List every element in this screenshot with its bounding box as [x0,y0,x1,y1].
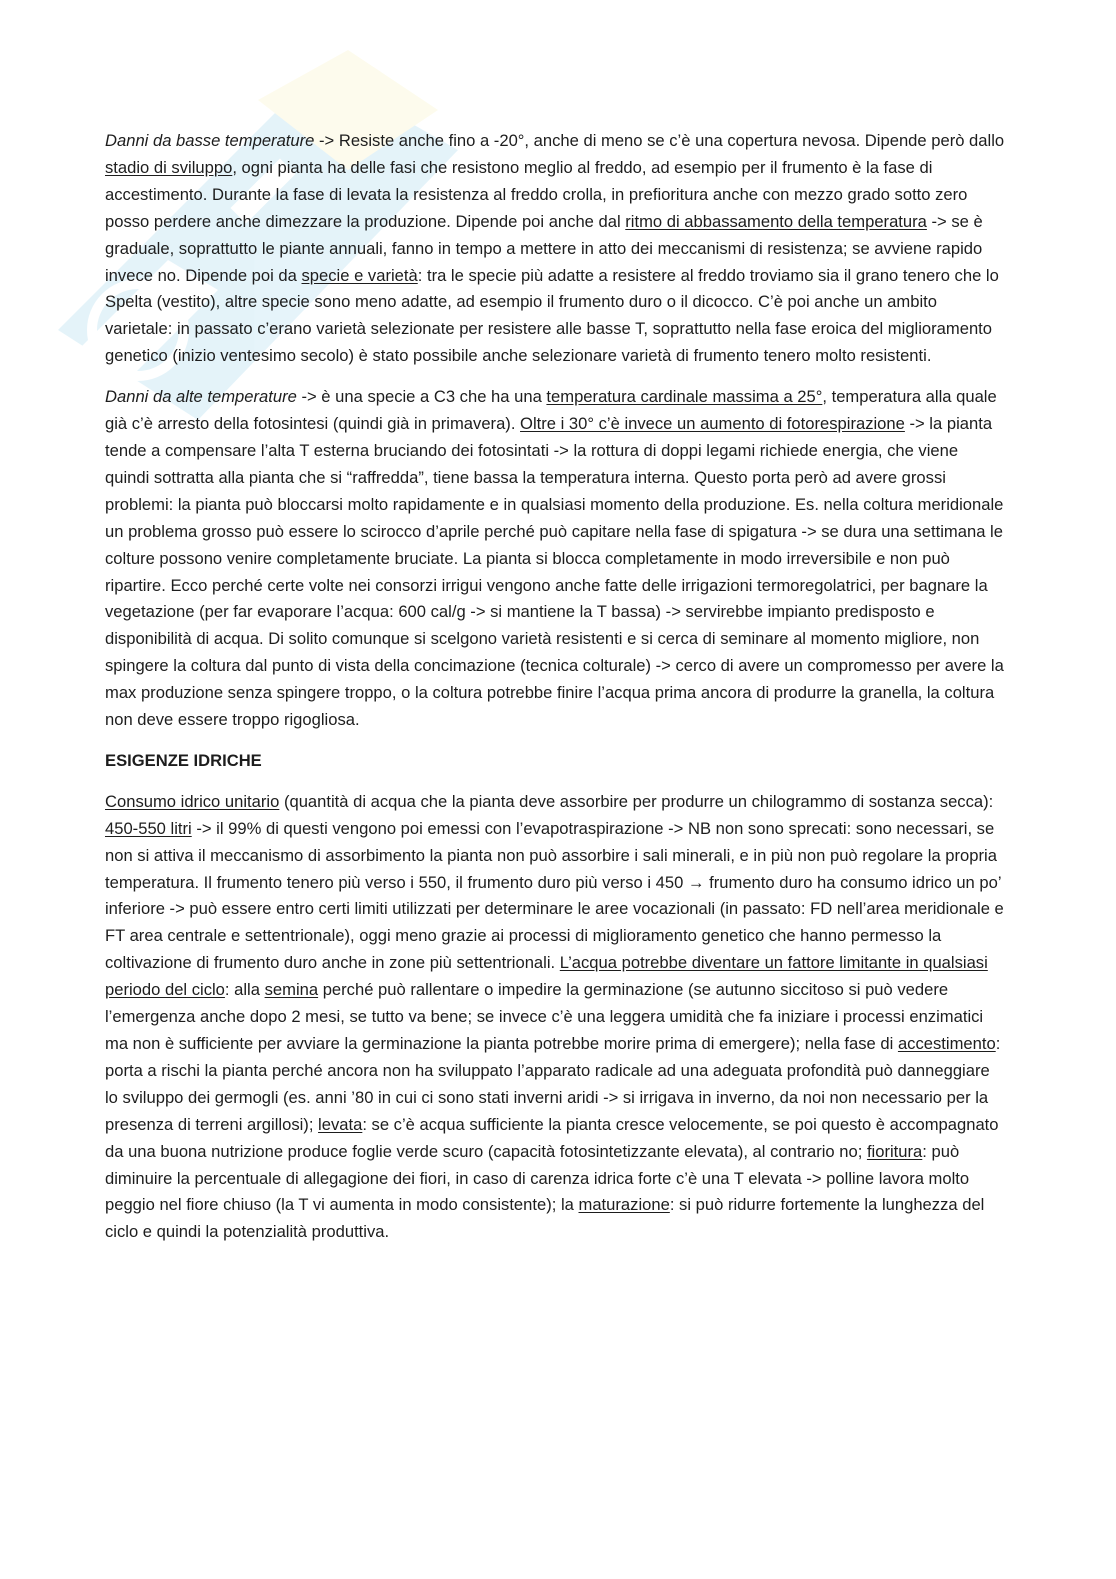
underlined-term: accestimento [897,1034,996,1053]
text-run: : può diminuire la percentuale di allegagione dei fiori, in caso di carenza idrica forte c’è una T elevata -> polline lavora molto peggio nel fiore chiuso (la T vi aumenta in modo consistente); la [105,1141,970,1215]
italic-term: Danni da alte temperature [105,387,297,407]
text-run: (quantità di acqua che la pianta deve assorbire per produrre un chilogrammo di sostanza secca): [279,791,994,811]
paragraph-water-requirements [105,789,1005,1246]
text-run: -> se è graduale, soprattutto le piante annuali, fanno in tempo a mettere in atto dei meccanismi di resistenza; se avviene rapido invece no. Dipende poi da [105,211,983,285]
italic-term: Danni da basse temperature [105,131,315,150]
underlined-term: temperatura cardinale massima a 25° [546,387,823,407]
underlined-term: 450-550 litri [105,818,192,838]
text-run: : tra le specie più adatte a resistere al freddo troviamo sia il grano tenero che lo Spelta (vestito), altre specie sono meno adatte, ad esempio il frumento duro o il dicocco. C’è poi anche un ambito varietale: in passato c’erano varietà selezionate per resistere alle basse T, soprattutto nella fase eroica del miglioramento genetico (inizio ventesimo secolo) è stato possibile anche selezionare varietà di frumento tenero molto resistenti. [105,265,999,366]
text-run: -> Resiste anche fino a -20°, anche di meno se c’è una copertura nevosa. Dipende però dallo [314,131,1005,150]
text-run: , temperatura alla quale già c’è arresto della fotosintesi (quindi già in primavera). [105,387,997,434]
paragraph-high-temperature [105,384,1005,734]
underlined-term: stadio di sviluppo [105,157,233,177]
paragraph-low-temperature [105,128,1005,370]
text-run: -> la pianta tende a compensare l’alta T esterna bruciando dei fotosintati -> la rottura di doppi legami richiede energia, che viene quindi sottratta alla pianta che si “raffredda”, tiene bassa la temperatura interna. Questo porta però ad avere grossi problemi: la pianta può bloccarsi molto rapidamente e in qualsiasi momento della produzione. Es. nella coltura meridionale un problema grosso può essere lo scirocco d’aprile perché può capitare nella fase di spigatura -> se dura una settimana le colture possono venire completamente bruciate. La pianta si blocca completamente in modo irreversibile e non può ripartire. Ecco perché certe volte nei consorzi irrigui vengono anche fatte delle irrigazioni termoregolatrici, per bagnare la vegetazione (per far evaporare l’acqua: 600 cal/g -> si mantiene la T bassa) -> servirebbe impianto predisposto e disponibilità di acqua. Di solito comunque si scelgono varietà resistenti e si cerca di seminare al momento migliore, non spingere la coltura dal punto di vista della concimazione (tecnica colturale) -> cerco di avere un compromesso per avere la max produzione senza spingere troppo, o la coltura potrebbe finire l’acqua prima ancora di produrre la granella, la coltura non deve essere troppo rigogliosa. [105,414,1004,730]
text-run: : alla [224,980,265,1000]
document-page [105,128,1005,1260]
text-run: : se c’è acqua sufficiente la pianta cresce velocemente, se poi questo è accompagnato da una buona nutrizione produce foglie verde scuro (capacità fotosintetizzante elevata), al contrario no; [105,1114,999,1161]
underlined-term: maturazione [578,1195,670,1215]
underlined-term: semina [264,980,319,1000]
underlined-term: specie e varietà [301,265,418,285]
underlined-term: Consumo idrico unitario [105,791,280,811]
underlined-term: L’acqua potrebbe diventare un fattore limitante in qualsiasi periodo del ciclo [105,953,988,1000]
section-heading: ESIGENZE IDRICHE [105,750,262,770]
text-run: : si può ridurre fortemente la lunghezza del ciclo e quindi la potenzialità produttiva. [105,1195,985,1242]
text-run: -> è una specie a C3 che ha una [296,387,547,407]
underlined-term: Oltre i 30° c’è invece un aumento di fotorespirazione [520,414,905,434]
text-run: perché può rallentare o impedire la germinazione (se autunno siccitoso si può vedere l’emergenza anche dopo 2 mesi, se tutto va bene; se invece c’è una leggera umidità che fa iniziare i processi enzimatici ma non è sufficiente per avviare la germinazione la pianta potrebbe morire prima di emergere); nella fase di [105,980,984,1053]
text-run: , ogni pianta ha delle fasi che resistono meglio al freddo, ad esempio per il frumento è la fase di accestimento. Durante la fase di levata la resistenza al freddo crolla, in prefioritura anche con mezzo grado sotto zero posso perdere anche dimezzare la produzione. Dipende poi anche dal [105,157,968,231]
underlined-term: fioritura [866,1141,923,1161]
text-run: : porta a rischi la pianta perché ancora non ha sviluppato l’apparato radicale ad una adeguata profondità può danneggiare lo sviluppo dei germogli (es. anni ’80 in cui ci sono stati inverni aridi -> si irrigava in inverno, da noi non necessario per la presenza di terreni argillosi); [105,1034,1001,1134]
text-run: -> il 99% di questi vengono poi emessi con l’evapotraspirazione -> NB non sono sprecati: sono necessari, se non si attiva il meccanismo di assorbimento la pianta non può assorbire i sali minerali, e in più non può regolare la propria temperatura. Il frumento tenero più verso i 550, il frumento duro più verso i 450 → frumento duro ha consumo idrico un po’ inferiore -> può essere entro certi limiti utilizzati per determinare le aree vocazionali (in passato: FD nell’area meridionale e FT area centrale e settentrionale), oggi meno grazie ai processi di miglioramento genetico che hanno permesso la coltivazione di frumento duro anche in zone più settentrionali. [105,818,1004,973]
underlined-term: levata [318,1114,363,1134]
underlined-term: ritmo di abbassamento della temperatura [625,211,927,231]
